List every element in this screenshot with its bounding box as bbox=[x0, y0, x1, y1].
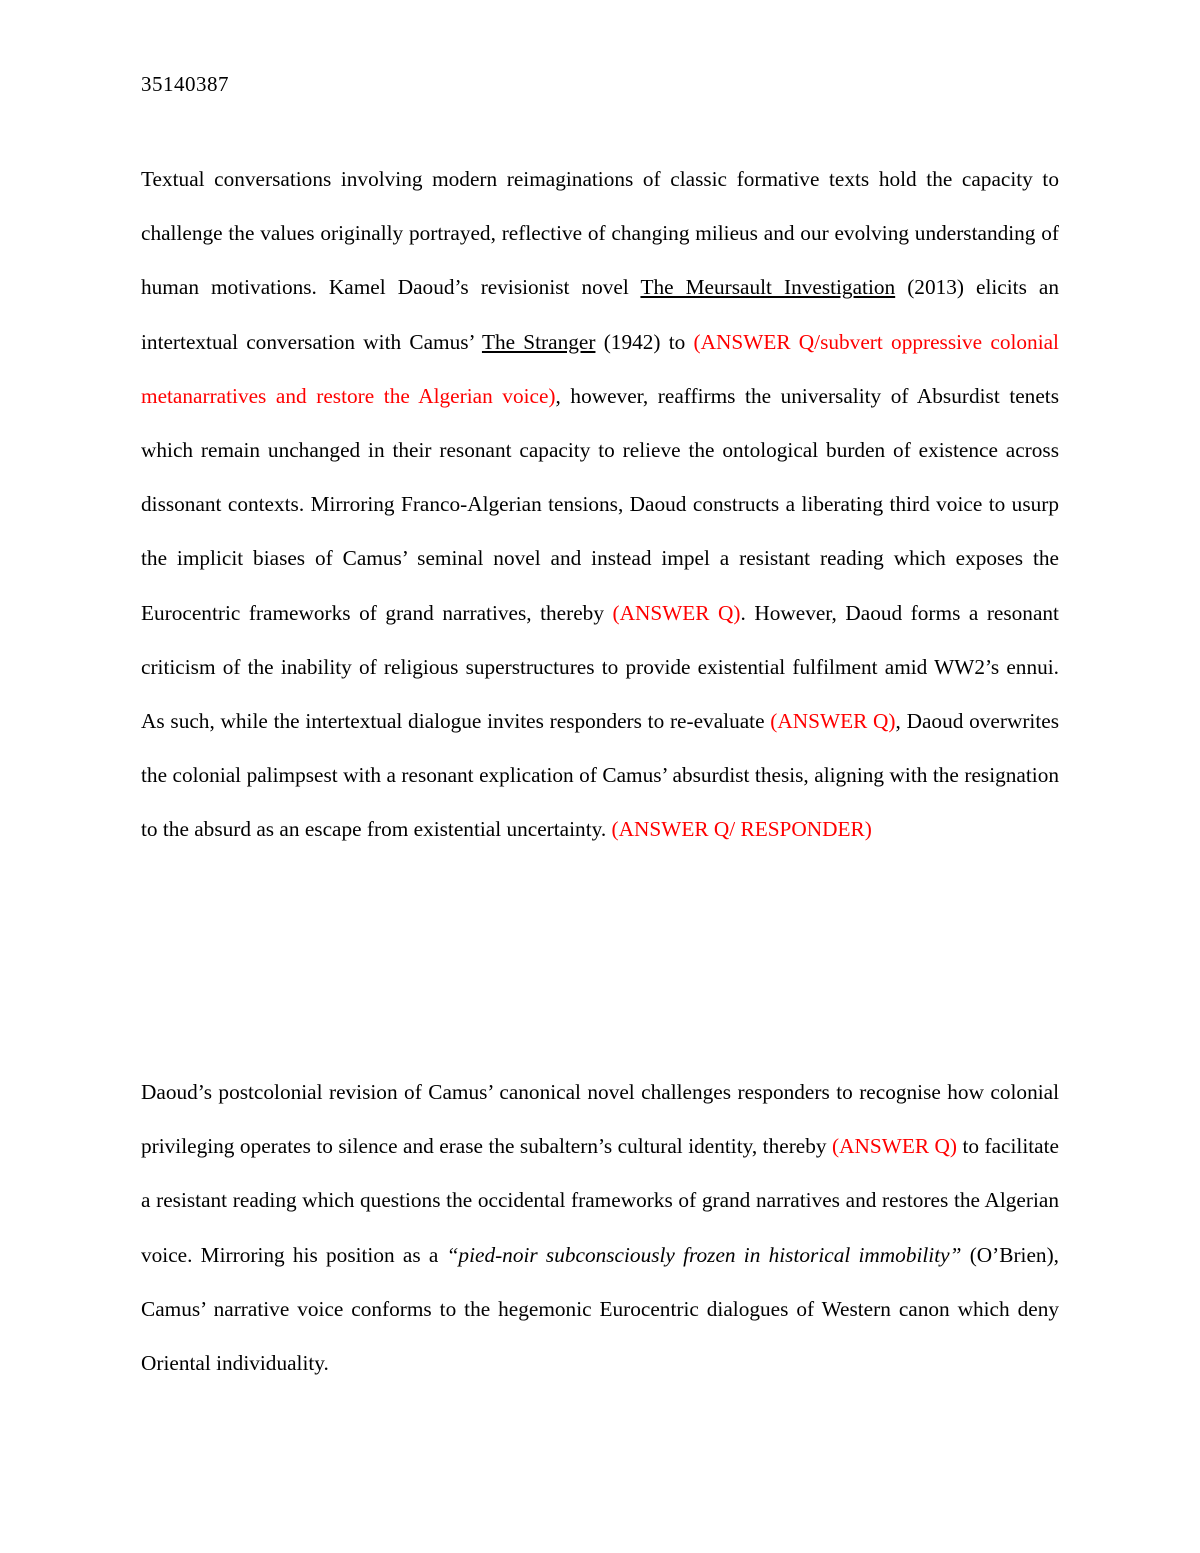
answer-annotation: (ANSWER Q) bbox=[832, 1134, 957, 1159]
answer-responder-annotation: (ANSWER Q/ RESPONDER) bbox=[611, 817, 872, 842]
text-segment: (1942) to bbox=[595, 329, 694, 354]
answer-annotation: (ANSWER Q) bbox=[612, 600, 741, 625]
text-segment: (O’Brien), Camus’ narrative voice conforms to the hegemonic Eurocentric dialogues of Western canon which deny Oriental individuality. bbox=[141, 1242, 1059, 1376]
student-id: 35140387 bbox=[141, 72, 229, 96]
essay-paragraph-1 bbox=[141, 152, 1059, 857]
text-segment: to facilitate a resistant reading which questions the occidental frameworks of grand narratives and restores the Algerian voice. Mirroring his position as a bbox=[141, 1134, 1060, 1267]
text-segment: Textual conversations involving modern reimaginations of classic formative texts hold the capacity to challenge the values originally portrayed, reflective of changing milieus and our evolving understanding of human motivations. Kamel Daoud’s revisionist novel bbox=[141, 167, 1059, 300]
book-title-stranger: The Stranger bbox=[481, 329, 596, 354]
text-segment: , Daoud overwrites the colonial palimpsest with a resonant explication of Camus’ absurdist thesis, aligning with the resignation to the absurd as an escape from existential uncertainty. bbox=[141, 709, 1060, 842]
text-segment: Daoud’s postcolonial revision of Camus’ canonical novel challenges responders to recognise how colonial privileging operates to silence and erase the subaltern’s cultural identity, thereby bbox=[141, 1080, 1059, 1159]
text-segment: , however, reaffirms the universality of Absurdist tenets which remain unchanged in their resonant capacity to relieve the ontological burden of existence across dissonant contexts. Mirroring Franco-Algerian tensions, Daoud constructs a liberating third voice to usurp the implicit biases of Camus’ seminal novel and instead impel a resistant reading which exposes the Eurocentric frameworks of grand narratives, thereby bbox=[141, 383, 1059, 625]
essay-paragraph-2 bbox=[141, 1065, 1059, 1390]
book-title-meursault: The Meursault Investigation bbox=[640, 275, 896, 300]
text-segment: (2013) elicits an intertextual conversation with Camus’ bbox=[141, 275, 1059, 354]
text-segment: . However, Daoud forms a resonant criticism of the inability of religious superstructures to provide existential fulfilment amid WW2’s ennui. As such, while the intertextual dialogue invites responders to re-evaluate bbox=[141, 600, 1059, 734]
answer-annotation: (ANSWER Q/subvert oppressive colonial metanarratives and restore the Algerian voice) bbox=[141, 329, 1059, 408]
italic-quote: “pied-noir subconsciously frozen in historical immobility” bbox=[446, 1242, 962, 1267]
answer-annotation: (ANSWER Q) bbox=[770, 709, 896, 734]
